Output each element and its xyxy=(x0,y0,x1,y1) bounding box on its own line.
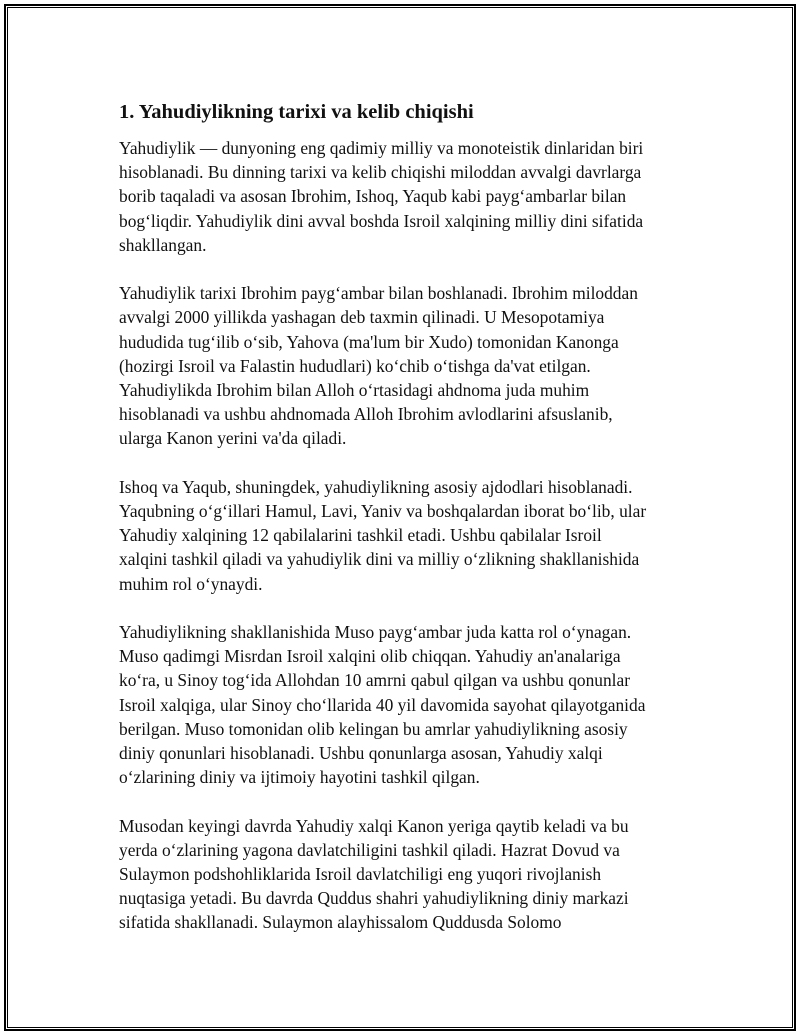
paragraph-line: sifatida shakllanadi. Sulaymon alayhissalom Quddusda Solomo xyxy=(119,912,562,933)
paragraph-line: Musodan keyingi davrda Yahudiy xalqi Kanon yeriga qaytib keladi va bu xyxy=(119,815,629,836)
paragraph-line: Yahudiylikning shakllanishida Muso payg‘ambar juda katta rol o‘ynagan. xyxy=(119,622,632,643)
paragraph-line: nuqtasiga yetadi. Bu davrda Quddus shahri yahudiylikning diniy markazi xyxy=(119,888,629,909)
paragraph-line: Ishoq va Yaqub, shuningdek, yahudiylikning asosiy ajdodlari hisoblanadi. xyxy=(119,476,633,497)
paragraph-line: ularga Kanon yerini va'da qiladi. xyxy=(119,428,347,449)
document-body xyxy=(119,100,694,959)
paragraph-line: ko‘ra, u Sinoy tog‘ida Allohdan 10 amrni qabul qilgan va ushbu qonunlar xyxy=(119,670,631,691)
paragraph-line: Yaqubning o‘g‘illari Hamul, Lavi, Yaniv va boshqalardan iborat bo‘lib, ular xyxy=(119,501,647,522)
paragraph-line: Yahudiylik — dunyoning eng qadimiy milliy va monoteistik dinlaridan biri xyxy=(119,138,644,158)
paragraph-2 xyxy=(119,281,694,450)
paragraph-line: hududida tug‘ilib o‘sib, Yahova (ma'lum bir Xudo) tomonidan Kanonga xyxy=(119,331,619,352)
paragraph-line: diniy qonunlari hisoblanadi. Ushbu qonunlarga asosan, Yahudiy xalqi xyxy=(119,743,603,764)
paragraph-line: shakllangan. xyxy=(119,234,207,255)
paragraph-line: Yahudiy xalqining 12 qabilalarini tashkil etadi. Ushbu qabilalar Isroil xyxy=(119,525,602,546)
paragraph-line: (hozirgi Isroil va Falastin hududlari) ko‘chib o‘tishga da'vat etilgan. xyxy=(119,355,591,376)
paragraph-line: yerda o‘zlarining yagona davlatchiligini tashkil qiladi. Hazrat Dovud va xyxy=(119,839,620,860)
paragraph-line: hisoblanadi. Bu dinning tarixi va kelib chiqishi miloddan avvalgi davrlarga xyxy=(119,162,642,183)
paragraph-line: muhim rol o‘ynaydi. xyxy=(119,573,263,594)
paragraph-3 xyxy=(119,475,694,596)
paragraph-line: Muso qadimgi Misrdan Isroil xalqini olib chiqqan. Yahudiy an'analariga xyxy=(119,646,621,667)
paragraph-line: borib taqaladi va asosan Ibrohim, Ishoq, Yaqub kabi payg‘ambarlar bilan xyxy=(119,186,627,207)
paragraph-line: hisoblanadi va ushbu ahdnomada Alloh Ibrohim avlodlarini afsuslanib, xyxy=(119,404,613,425)
paragraph-line: bog‘liqdir. Yahudiylik dini avval boshda Isroil xalqining milliy dini sifatida xyxy=(119,210,644,231)
paragraph-line: Yahudiylik tarixi Ibrohim payg‘ambar bilan boshlanadi. Ibrohim miloddan xyxy=(119,283,638,304)
paragraph-line: o‘zlarining diniy va ijtimoiy hayotini tashkil qilgan. xyxy=(119,767,480,788)
paragraph-line: berilgan. Muso tomonidan olib kelingan bu amrlar yahudiylikning asosiy xyxy=(119,718,628,739)
paragraph-4 xyxy=(119,620,694,789)
document-page xyxy=(4,4,796,1031)
section-heading: 1. Yahudiylikning tarixi va kelib chiqishi xyxy=(119,101,474,123)
paragraph-1 xyxy=(119,136,694,257)
paragraph-line: Yahudiylikda Ibrohim bilan Alloh o‘rtasidagi ahdnoma juda muhim xyxy=(119,380,590,401)
paragraph-line: Isroil xalqiga, ular Sinoy cho‘llarida 40 yil davomida sayohat qilayotganida xyxy=(119,694,646,715)
paragraph-line: avvalgi 2000 yillikda yashagan deb taxmin qilinadi. U Mesopotamiya xyxy=(119,307,605,328)
paragraph-line: Sulaymon podshohliklarida Isroil davlatchiligi eng yuqori rivojlanish xyxy=(119,864,602,885)
paragraph-5 xyxy=(119,814,694,935)
paragraph-line: xalqini tashkil qiladi va yahudiylik dini va milliy o‘zlikning shakllanishida xyxy=(119,549,640,570)
